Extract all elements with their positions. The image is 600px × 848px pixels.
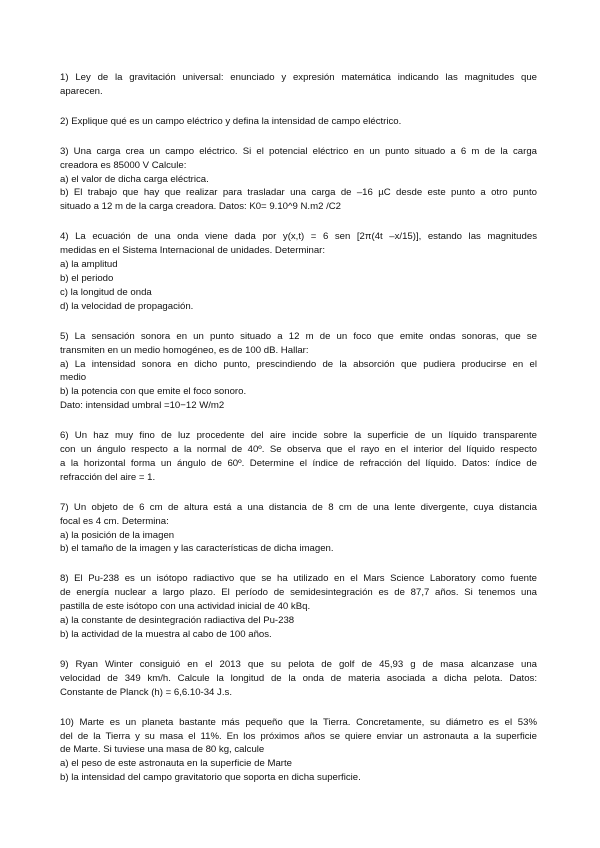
question-10-line-2: del de la Tierra y su masa el 11%. En los próximos años se quiere enviar un astronauta a la superficie (60, 730, 537, 742)
question-3 (60, 145, 537, 215)
question-8-line-5: b) la actividad de la muestra al cabo de 100 años. (60, 629, 272, 640)
question-4-line-3: a) la amplitud (60, 259, 118, 271)
question-8 (60, 572, 537, 642)
question-6-line-3: a la horizontal forma un ángulo de 60º. Determine el índice de refracción del líquido. Datos: índice de (60, 457, 537, 469)
question-4-line-5: c) la longitud de onda (60, 286, 152, 298)
question-8-line-4: a) la constante de desintegración radiactiva del Pu-238 (60, 615, 295, 627)
question-9 (60, 658, 537, 700)
question-5-line-2: transmiten en un medio homogéneo, es de 100 dB. Hallar: (60, 344, 309, 356)
question-6-line-2: con un ángulo respecto a la normal de 40º. Se observa que el rayo en el interior del líquido respecto (60, 444, 537, 456)
question-10-line-1: 10) Marte es un planeta bastante más pequeño que la Tierra. Concretamente, su diámetro es el 53% (60, 716, 537, 728)
question-7 (60, 501, 537, 557)
question-1-line-1: 1) Ley de la gravitación universal: enunciado y expresión matemática indicando las magnitudes que (60, 72, 537, 83)
question-5 (60, 330, 537, 413)
question-3-line-1: 3) Una carga crea un campo eléctrico. Si el potencial eléctrico en un punto situado a 6 m de la carga (60, 145, 537, 157)
question-3-line-5: situado a 12 m de la carga creadora. Datos: K0= 9.10^9 N.m2 /C2 (60, 201, 342, 213)
question-1-line-2: aparecen. (60, 85, 103, 97)
question-5-line-1: 5) La sensación sonora en un punto situado a 12 m de un foco que emite ondas sonoras, que se (60, 330, 537, 342)
question-10-line-5: b) la intensidad del campo gravitatorio que soporta en dicha superficie. (60, 772, 361, 784)
question-10 (60, 716, 537, 786)
question-1 (60, 71, 537, 99)
question-4-line-4: b) el periodo (60, 272, 114, 284)
question-7-line-2: focal es 4 cm. Determina: (60, 515, 169, 527)
question-5-line-6: Dato: intensidad umbral =10−12 W/m2 (60, 400, 225, 412)
question-5-line-3: a) La intensidad sonora en dicho punto, prescindiendo de la absorción que pudiera producirse en el (60, 358, 537, 370)
question-9-line-1: 9) Ryan Winter consiguió en el 2013 que su pelota de golf de 45,93 g de masa alcanzase una (60, 658, 537, 670)
question-5-line-4: medio (60, 372, 87, 384)
question-8-line-1: 8) El Pu-238 es un isótopo radiactivo que se ha utilizado en el Mars Science Laboratory como fuente (60, 573, 537, 585)
question-8-line-3: pastilla de este isótopo con una actividad inicial de 40 kBq. (60, 601, 311, 613)
question-10-line-4: a) el peso de este astronauta en la superficie de Marte (60, 758, 292, 770)
question-9-line-2: velocidad de 349 km/h. Calcule la longitud de la onda de materia asociada a dicha pelota. Datos: (60, 672, 537, 684)
question-7-line-3: a) la posición de la imagen (60, 529, 175, 541)
question-3-line-4: b) El trabajo que hay que realizar para trasladar una carga de –16 µC desde este punto a otro punto (60, 187, 537, 199)
question-5-line-5: b) la potencia con que emite el foco sonoro. (60, 386, 247, 398)
question-9-line-3: Constante de Planck (h) = 6,6.10-34 J.s. (60, 686, 232, 698)
question-7-line-1: 7) Un objeto de 6 cm de altura está a una distancia de 8 cm de una lente divergente, cuya distancia (60, 501, 537, 513)
question-7-line-4: b) el tamaño de la imagen y las características de dicha imagen. (60, 543, 334, 555)
question-2-line-1: 2) Explique qué es un campo eléctrico y defina la intensidad de campo eléctrico. (60, 115, 402, 127)
question-3-line-3: a) el valor de dicha carga eléctrica. (60, 173, 209, 185)
question-10-line-3: de Marte. Si tuviese una masa de 80 kg, calcule (60, 744, 265, 756)
question-4-line-1: 4) La ecuación de una onda viene dada por y(x,t) = 6 sen [2π(4t –x/15)], estando las magnitudes (60, 231, 537, 243)
question-2 (60, 115, 537, 129)
question-4-line-2: medidas en el Sistema Internacional de unidades. Determinar: (60, 245, 326, 257)
question-8-line-2: de energía nuclear a largo plazo. El período de semidesintegración es de 87,7 años. Si tenemos una (60, 587, 537, 599)
question-4 (60, 230, 537, 313)
question-4-line-6: d) la velocidad de propagación. (60, 300, 194, 312)
question-6-line-4: refracción del aire = 1. (60, 471, 156, 483)
question-6 (60, 429, 537, 485)
question-3-line-2: creadora es 85000 V Calcule: (60, 159, 187, 171)
question-6-line-1: 6) Un haz muy fino de luz procedente del aire incide sobre la superficie de un líquido transparente (60, 430, 537, 442)
